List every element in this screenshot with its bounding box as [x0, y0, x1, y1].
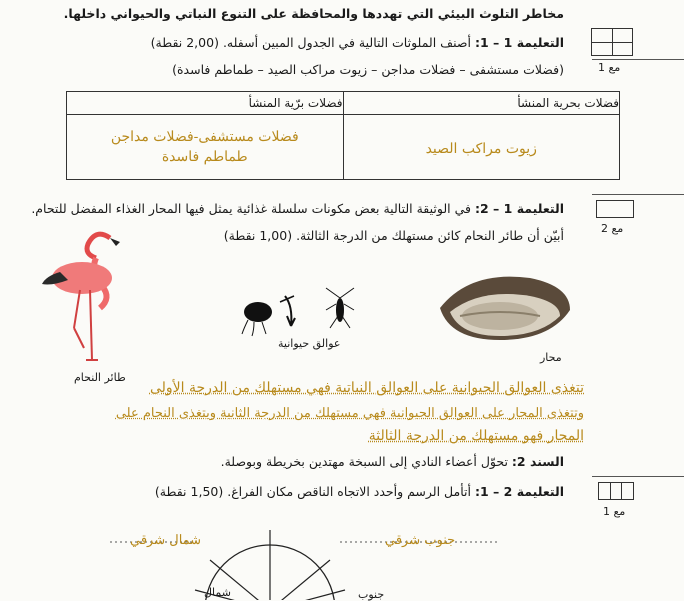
task-1-2-question: أبيّن أن طائر النحام كائن مستهلك من الدرجة الثالثة. [296, 228, 564, 243]
margin-label-1: مع 1 [598, 61, 621, 74]
task-2-1-points: (1,50 نقطة) [154, 484, 224, 499]
answer-line-1: تتغذى العوالق الحيوانية على العوالق النباتية فهي مستهلك من الدرجة الأولى [149, 380, 584, 396]
oyster-illustration [430, 268, 580, 348]
task-2-1-line [155, 484, 564, 499]
task-2-1-text: أتأمل الرسم وأحدد الاتجاه الناقص مكان الفراغ. [227, 484, 471, 499]
col-right-answer: زيوت مراكب الصيد [343, 115, 620, 180]
task-1-2-text: في الوثيقة التالية بعض مكونات سلسلة غذائية يمثل فيها المحار الغذاء المفضل للتحام. [31, 201, 471, 216]
task-1-2-line [31, 201, 564, 216]
col-left-answer: فضلات مستشفى-فضلات مداجن طماطم فاسدة [67, 115, 344, 180]
task-1-1-line [151, 35, 564, 50]
zooplankton-illustration [240, 282, 370, 337]
task-1-1-items: (فضلات مستشفى – فضلات مداجن – زيوت مراكب الصيد – طماطم فاسدة) [172, 62, 564, 77]
col-left-header: فضلات برّية المنشأ [67, 92, 344, 115]
task-1-1-label: التعليمة 1 – 1: [474, 35, 564, 50]
score-box-2 [596, 200, 634, 218]
support-2-label: السند 2: [511, 454, 564, 469]
compass-partial-south: جنوب [358, 588, 385, 601]
compass-partial-north: شمال [204, 586, 231, 599]
margin-label-3: مع 1 [603, 505, 626, 518]
caption-oyster: محار [540, 351, 562, 364]
task-1-1-text: أصنف الملوثات التالية في الجدول المبين أسفله. [222, 35, 471, 50]
score-grid-1 [591, 28, 633, 56]
caption-flamingo: طائر النحام [74, 371, 126, 384]
task-1-2-label: التعليمة 1 – 2: [474, 201, 564, 216]
flamingo-illustration [40, 220, 160, 370]
answer-line-2: وتتغذى المحار على العوالق الحيوانية فهي مستهلك من الدرجة الثانية ويتغذى النحام على [115, 406, 584, 421]
margin-label-2: مع 2 [601, 222, 624, 235]
task-1-2-points: (1,00 نقطة) [223, 228, 293, 243]
task-1-1-points: (2,00 نقطة) [150, 35, 219, 50]
compass-northeast: شمال شرقي [130, 533, 202, 548]
intro-line: مخاطر التلوث البيئي التي تهددها والمحافظة على التنوع النباتي والحيواني داخلها. [63, 6, 564, 21]
waste-table [66, 91, 620, 180]
task-2-1-label: التعليمة 2 – 1: [474, 484, 564, 499]
task-1-2-question-line [224, 228, 564, 243]
caption-zooplankton: عوالق حيوانية [278, 337, 341, 350]
support-2-text: تحوّل أعضاء النادي إلى السبخة مهتدين بخريطة وبوصلة. [220, 454, 508, 469]
support-2-line [221, 454, 564, 469]
col-right-header: فضلات بحرية المنشأ [343, 92, 620, 115]
score-grid-3 [598, 482, 634, 500]
compass-southeast: جنوب شرقي [385, 533, 456, 548]
answer-line-3: المحار فهو مستهلك من الدرجة الثالثة [368, 428, 584, 444]
compass-diagram [100, 520, 550, 600]
